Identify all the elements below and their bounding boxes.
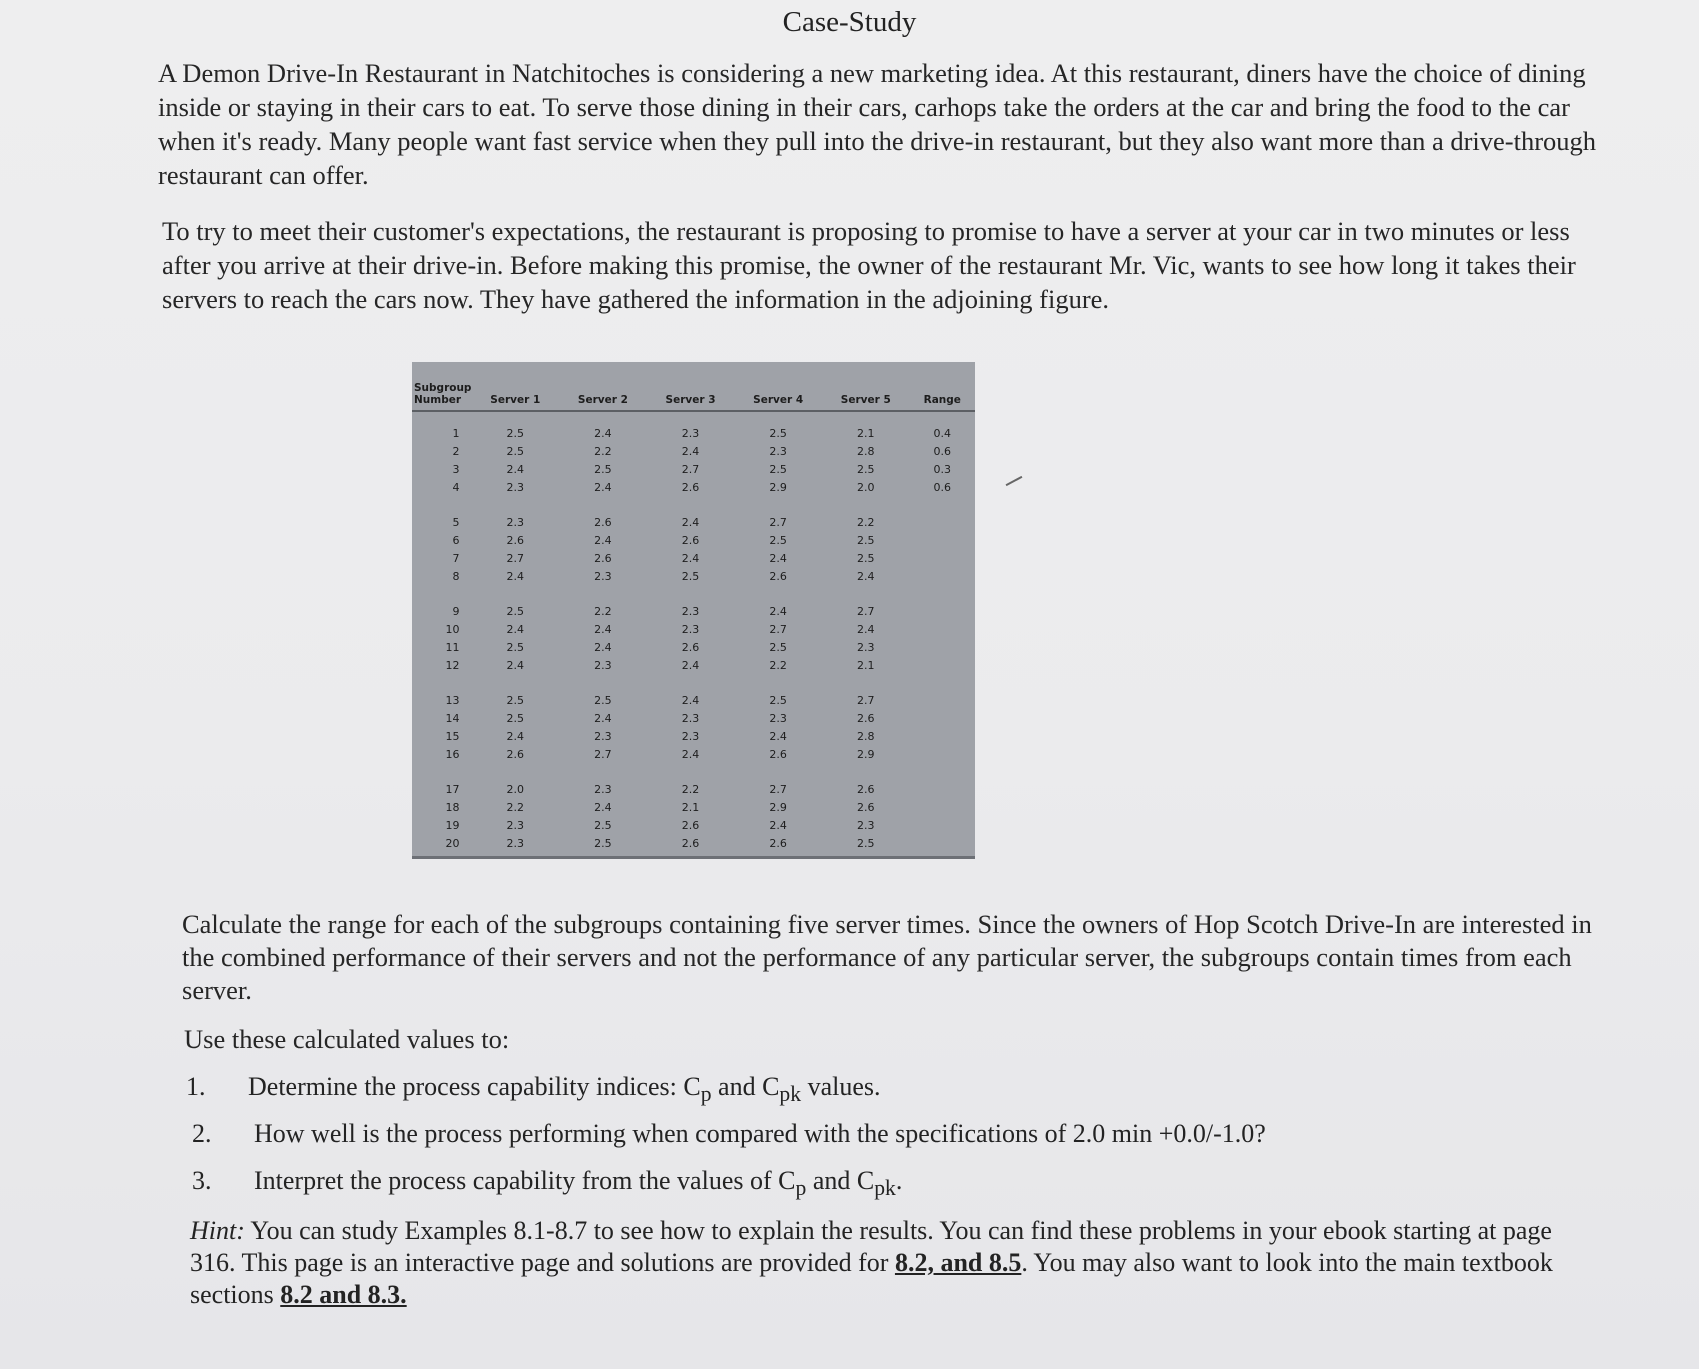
server-time-cell: 2.6 xyxy=(769,836,787,850)
question-3 xyxy=(192,1164,902,1205)
server-time-cell: 2.7 xyxy=(506,551,525,565)
table-row xyxy=(412,460,975,478)
subgroup-number-cell: 5 xyxy=(452,515,460,529)
group-spacer xyxy=(412,763,975,780)
server-time-cell: 2.5 xyxy=(594,836,612,850)
server-time-cell: 2.4 xyxy=(681,658,700,672)
table-row xyxy=(412,709,975,727)
column-header: Server 1 xyxy=(471,362,559,411)
group-spacer xyxy=(412,585,975,602)
server-time-cell: 2.8 xyxy=(857,444,875,458)
server-time-cell: 2.4 xyxy=(594,711,612,725)
range-cell xyxy=(910,638,975,656)
server-time-cell: 2.5 xyxy=(506,426,525,440)
group-spacer xyxy=(412,496,975,513)
subgroup-number-cell: 3 xyxy=(452,462,460,476)
server-time-cell: 2.3 xyxy=(506,818,525,832)
subgroup-number-cell: 4 xyxy=(452,480,460,494)
server-time-cell: 2.4 xyxy=(594,533,612,547)
range-cell: 0.4 xyxy=(933,426,952,440)
server-time-cell: 2.3 xyxy=(857,818,875,832)
server-time-cell: 2.3 xyxy=(769,711,787,725)
server-time-cell: 2.5 xyxy=(857,533,875,547)
subgroup-number-cell: 20 xyxy=(445,836,460,850)
server-time-cell: 2.5 xyxy=(769,426,787,440)
server-time-cell: 2.3 xyxy=(681,622,700,636)
server-time-cell: 2.4 xyxy=(594,622,612,636)
server-time-cell: 2.3 xyxy=(769,444,787,458)
table-row xyxy=(412,727,975,745)
server-time-cell: 2.5 xyxy=(857,462,875,476)
range-cell xyxy=(910,567,975,585)
server-time-cell: 2.4 xyxy=(681,551,700,565)
task-paragraph: Calculate the range for each of the subgroups containing five server times. Since the owners of Hop Scotch Drive-In are interested in the combined performance of their servers and not the performance of any particular server, the subgroups contain times from each server. xyxy=(182,909,1592,1005)
server-time-cell: 2.2 xyxy=(681,782,700,796)
server-time-cell: 2.7 xyxy=(594,747,612,761)
server-time-cell: 2.4 xyxy=(506,658,525,672)
server-time-cell: 2.4 xyxy=(594,640,612,654)
server-time-cell: 2.3 xyxy=(681,711,700,725)
table-row xyxy=(412,638,975,656)
table-body xyxy=(412,411,975,852)
server-time-cell: 2.3 xyxy=(594,782,612,796)
server-time-cell: 2.2 xyxy=(506,800,525,814)
table-row xyxy=(412,656,975,674)
range-cell xyxy=(910,691,975,709)
sections-link[interactable]: 8.2 and 8.3. xyxy=(280,1280,407,1309)
server-time-cell: 2.7 xyxy=(769,782,787,796)
server-time-cell: 2.6 xyxy=(857,800,875,814)
table-row xyxy=(412,567,975,585)
group-spacer xyxy=(412,674,975,691)
range-cell: 0.6 xyxy=(933,480,952,494)
subscript-p: p xyxy=(700,1082,712,1107)
subgroup-number-cell: 19 xyxy=(445,818,460,832)
question-text: and C xyxy=(711,1072,780,1101)
server-times-table-figure xyxy=(412,362,975,859)
server-time-cell: 2.2 xyxy=(594,444,612,458)
server-time-cell: 2.4 xyxy=(506,569,525,583)
server-time-cell: 2.5 xyxy=(594,462,612,476)
server-time-cell: 2.6 xyxy=(681,533,700,547)
subgroup-number-cell: 7 xyxy=(452,551,460,565)
server-time-cell: 2.5 xyxy=(769,533,787,547)
subgroup-number-cell: 6 xyxy=(452,533,460,547)
server-time-cell: 2.4 xyxy=(594,480,612,494)
range-cell xyxy=(910,602,975,620)
range-cell xyxy=(910,709,975,727)
server-time-cell: 2.6 xyxy=(769,747,787,761)
server-time-cell: 2.6 xyxy=(857,711,875,725)
spacer-cell xyxy=(412,674,975,691)
subgroup-number-cell: 2 xyxy=(452,444,460,458)
server-time-cell: 2.4 xyxy=(769,729,787,743)
server-time-cell: 2.5 xyxy=(506,711,525,725)
server-time-cell: 2.4 xyxy=(681,444,700,458)
server-time-cell: 2.3 xyxy=(506,480,525,494)
pen-mark xyxy=(1006,476,1023,486)
table-row xyxy=(412,691,975,709)
column-header: Range xyxy=(910,362,975,411)
table-row xyxy=(412,478,975,496)
question-text: . xyxy=(895,1166,903,1195)
server-time-cell: 2.6 xyxy=(681,480,700,494)
table-row xyxy=(412,745,975,763)
hint-text: You can study Examples 8.1-8.7 to see how to explain the results. You can find these problems in your ebook starting at page 316. This page is an interactive page and solutions are provided for xyxy=(190,1216,1552,1277)
page-title: Case-Study xyxy=(782,6,917,38)
server-time-cell: 2.7 xyxy=(681,462,700,476)
server-time-cell: 2.5 xyxy=(769,640,787,654)
subgroup-number-cell: 18 xyxy=(445,800,460,814)
server-time-cell: 2.3 xyxy=(681,604,700,618)
range-cell: 0.6 xyxy=(933,444,952,458)
question-2 xyxy=(192,1117,1266,1151)
server-time-cell: 2.4 xyxy=(857,622,875,636)
question-number: 1. xyxy=(186,1072,206,1101)
table-row xyxy=(412,620,975,638)
server-time-cell: 2.0 xyxy=(857,480,875,494)
server-time-cell: 2.6 xyxy=(681,640,700,654)
server-time-cell: 2.1 xyxy=(857,426,875,440)
server-time-cell: 2.7 xyxy=(857,693,875,707)
server-time-cell: 2.7 xyxy=(857,604,875,618)
server-time-cell: 2.4 xyxy=(769,551,787,565)
range-cell xyxy=(910,834,975,852)
server-time-cell: 2.3 xyxy=(594,569,612,583)
server-time-cell: 2.4 xyxy=(681,747,700,761)
column-header: Subgroup Number xyxy=(412,362,471,411)
subgroup-number-cell: 13 xyxy=(445,693,460,707)
server-time-cell: 2.6 xyxy=(594,551,612,565)
server-time-cell: 2.5 xyxy=(857,551,875,565)
server-time-cell: 2.3 xyxy=(681,426,700,440)
column-header: Server 5 xyxy=(822,362,910,411)
server-time-cell: 2.4 xyxy=(857,569,875,583)
range-cell xyxy=(910,549,975,567)
server-time-cell: 2.1 xyxy=(857,658,875,672)
column-header: Server 4 xyxy=(734,362,822,411)
subgroup-number-cell: 14 xyxy=(445,711,460,725)
table-row xyxy=(412,834,975,852)
table-row xyxy=(412,411,975,442)
server-time-cell: 2.3 xyxy=(594,729,612,743)
server-time-cell: 2.4 xyxy=(594,800,612,814)
hint-text: . You may also want to look into the main textbook sections xyxy=(190,1248,1553,1309)
hint-label: Hint: xyxy=(190,1216,245,1245)
server-time-cell: 2.6 xyxy=(506,533,525,547)
server-time-cell: 2.5 xyxy=(769,462,787,476)
server-time-cell: 2.4 xyxy=(506,622,525,636)
subscript-pk: pk xyxy=(779,1082,802,1107)
question-text: values. xyxy=(801,1072,881,1101)
server-time-cell: 2.2 xyxy=(594,604,612,618)
range-cell xyxy=(910,727,975,745)
server-time-cell: 2.5 xyxy=(506,444,525,458)
server-time-cell: 2.9 xyxy=(769,800,787,814)
server-time-cell: 2.5 xyxy=(769,693,787,707)
intro-paragraph: A Demon Drive-In Restaurant in Natchitoches is considering a new marketing idea. At this restaurant, diners have the choice of dining inside or staying in their cars to eat. To serve those dining in their cars, carhops take the orders at the car and bring the food to the car when it's ready. Many people want fast service when they pull into the drive-in restaurant, but they also want more than a drive-through restaurant can offer. xyxy=(158,58,1597,190)
subgroup-number-cell: 1 xyxy=(452,426,460,440)
range-cell xyxy=(910,656,975,674)
server-time-cell: 2.7 xyxy=(769,622,787,636)
table-row xyxy=(412,798,975,816)
spacer-cell xyxy=(412,496,975,513)
server-time-cell: 2.3 xyxy=(506,515,525,529)
question-text: and C xyxy=(806,1166,875,1195)
question-text: Interpret the process capability from the values of C xyxy=(254,1166,796,1195)
table-row xyxy=(412,549,975,567)
server-time-cell: 2.5 xyxy=(594,818,612,832)
subgroup-number-cell: 12 xyxy=(445,658,460,672)
range-cell xyxy=(910,531,975,549)
server-time-cell: 2.2 xyxy=(769,658,787,672)
server-time-cell: 2.6 xyxy=(594,515,612,529)
range-cell xyxy=(910,513,975,531)
examples-link[interactable]: 8.2, and 8.5 xyxy=(894,1248,1022,1277)
server-time-cell: 2.4 xyxy=(681,515,700,529)
question-number: 3. xyxy=(192,1166,212,1195)
server-time-cell: 2.5 xyxy=(857,836,875,850)
table-row xyxy=(412,442,975,460)
server-time-cell: 2.6 xyxy=(681,836,700,850)
spacer-cell xyxy=(412,763,975,780)
server-time-cell: 2.5 xyxy=(681,569,700,583)
server-time-cell: 2.4 xyxy=(506,462,525,476)
subgroup-number-cell: 11 xyxy=(445,640,460,654)
server-time-cell: 2.5 xyxy=(506,640,525,654)
server-time-cell: 2.8 xyxy=(857,729,875,743)
range-cell xyxy=(910,745,975,763)
server-time-cell: 2.9 xyxy=(769,480,787,494)
column-header: Server 2 xyxy=(559,362,647,411)
range-cell xyxy=(910,798,975,816)
question-text: Determine the process capability indices: C xyxy=(248,1072,701,1101)
range-cell xyxy=(910,780,975,798)
server-time-cell: 2.6 xyxy=(681,818,700,832)
server-time-cell: 2.3 xyxy=(506,836,525,850)
table-row xyxy=(412,513,975,531)
question-number: 2. xyxy=(192,1119,212,1148)
use-paragraph: Use these calculated values to: xyxy=(184,1024,510,1054)
subgroup-number-cell: 16 xyxy=(445,747,460,761)
server-time-cell: 2.4 xyxy=(681,693,700,707)
server-time-cell: 2.5 xyxy=(506,604,525,618)
server-time-cell: 2.7 xyxy=(769,515,787,529)
server-time-cell: 2.5 xyxy=(506,693,525,707)
subgroup-number-cell: 17 xyxy=(445,782,460,796)
server-time-cell: 2.9 xyxy=(857,747,875,761)
range-cell xyxy=(910,620,975,638)
subscript-p: p xyxy=(795,1176,807,1201)
subgroup-number-cell: 15 xyxy=(445,729,460,743)
table-row xyxy=(412,816,975,834)
column-header: Server 3 xyxy=(647,362,735,411)
spacer-cell xyxy=(412,585,975,602)
server-time-cell: 2.6 xyxy=(506,747,525,761)
subgroup-number-cell: 10 xyxy=(445,622,460,636)
server-times-table xyxy=(412,362,975,852)
server-time-cell: 2.4 xyxy=(594,426,612,440)
subgroup-number-cell: 8 xyxy=(452,569,460,583)
server-time-cell: 2.6 xyxy=(769,569,787,583)
server-time-cell: 2.1 xyxy=(681,800,700,814)
subscript-pk: pk xyxy=(874,1176,896,1201)
server-time-cell: 2.4 xyxy=(769,604,787,618)
table-row xyxy=(412,780,975,798)
server-time-cell: 2.5 xyxy=(594,693,612,707)
question-text: How well is the process performing when compared with the specifications of 2.0 min +0.0/-1.0? xyxy=(254,1119,1266,1148)
table-row xyxy=(412,531,975,549)
server-time-cell: 2.3 xyxy=(857,640,875,654)
subgroup-number-cell: 9 xyxy=(452,604,460,618)
question-1 xyxy=(186,1070,881,1111)
server-time-cell: 2.4 xyxy=(506,729,525,743)
server-time-cell: 2.2 xyxy=(857,515,875,529)
goal-paragraph: To try to meet their customer's expectations, the restaurant is proposing to promise to have a server at your car in two minutes or less after you arrive at their drive-in. Before making this promise, the owner of the restaurant Mr. Vic, wants to see how long it takes their servers to reach the cars now. They have gathered the information in the adjoining figure. xyxy=(162,216,1576,314)
table-row xyxy=(412,602,975,620)
server-time-cell: 2.4 xyxy=(769,818,787,832)
hint-paragraph xyxy=(190,1215,1600,1311)
server-time-cell: 2.3 xyxy=(594,658,612,672)
range-cell: 0.3 xyxy=(933,462,952,476)
server-time-cell: 2.0 xyxy=(506,782,525,796)
server-time-cell: 2.6 xyxy=(857,782,875,796)
server-time-cell: 2.3 xyxy=(681,729,700,743)
range-cell xyxy=(910,816,975,834)
table-header-row xyxy=(412,362,975,411)
